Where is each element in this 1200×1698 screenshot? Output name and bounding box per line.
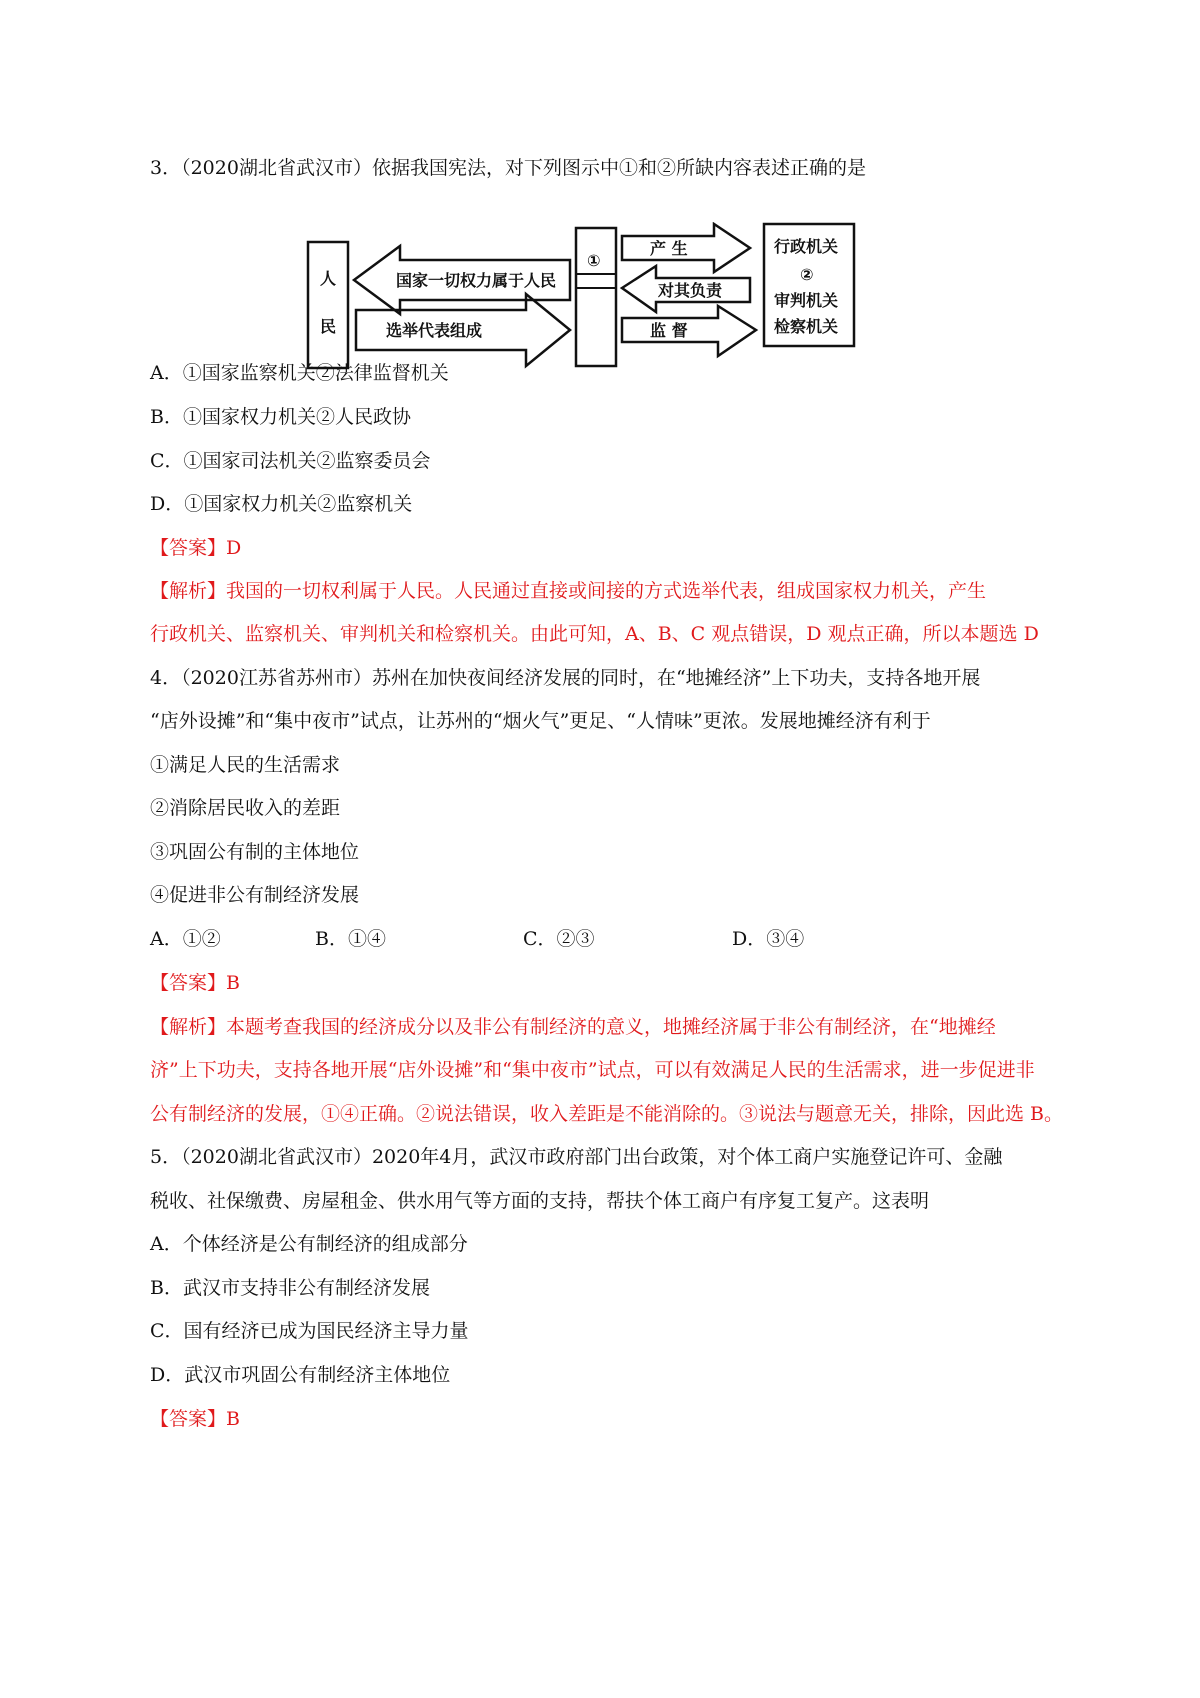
- q4-stem-line-2: “店外设摊”和“集中夜市”试点，让苏州的“烟火气”更足、“人情味”更浓。发展地摊经济有利于: [150, 710, 931, 732]
- q4-item-1: ①满足人民的生活需求: [150, 754, 341, 776]
- q4-analysis-line-2: 济”上下功夫，支持各地开展“店外设摊”和“集中夜市”试点，可以有效满足人民的生活需求，进一步促进非: [150, 1059, 1035, 1081]
- q4-analysis-line-3: 公有制经济的发展，①④正确。②说法错误，收入差距是不能消除的。③说法与题意无关，排除，因此选 B。: [150, 1103, 1064, 1125]
- q4-analysis-line-1: 【解析】本题考查我国的经济成分以及非公有制经济的意义，地摊经济属于非公有制经济，在“地摊经: [150, 1016, 996, 1038]
- q4-option-a: A．①②: [150, 928, 221, 950]
- q5-option-a: A．个体经济是公有制经济的组成部分: [150, 1233, 468, 1255]
- people-box: [308, 242, 348, 368]
- arrow-responsible-label: 对其负责: [658, 281, 723, 300]
- organ-blank: ②: [800, 265, 814, 284]
- q4-item-3: ③巩固公有制的主体地位: [150, 841, 360, 863]
- q5-option-b: B．武汉市支持非公有制经济发展: [150, 1277, 430, 1299]
- q4-answer: 【答案】B: [150, 972, 240, 994]
- arrow-supervise: [622, 306, 756, 356]
- q3-analysis-line-2: 行政机关、监察机关、审判机关和检察机关。由此可知，A、B、C 观点错误，D 观点正确，所以本题选 D: [150, 623, 1039, 645]
- arrow-produce-label: 产 生: [650, 239, 688, 258]
- organ-trial: 审判机关: [774, 291, 839, 310]
- q3-diagram: [300, 222, 930, 370]
- people-label-1: 人: [320, 269, 337, 288]
- q4-option-d: D．③④: [732, 928, 805, 950]
- q3-analysis-line-1: 【解析】我国的一切权利属于人民。人民通过直接或间接的方式选举代表，组成国家权力机关，产生: [150, 580, 987, 602]
- arrow-bottom-label: 选举代表组成: [386, 321, 483, 340]
- arrow-supervise-label: 监 督: [650, 321, 688, 340]
- mid-box: [576, 228, 616, 366]
- q3-stem: 3．（2020湖北省武汉市）依据我国宪法，对下列图示中①和②所缺内容表述正确的是: [150, 157, 866, 179]
- arrow-top-label: 国家一切权力属于人民: [396, 271, 557, 290]
- q3-option-c: C．①国家司法机关②监察委员会: [150, 450, 431, 472]
- q4-option-b: B．①④: [315, 928, 386, 950]
- q5-answer: 【答案】B: [150, 1408, 240, 1430]
- q5-option-d: D．武汉市巩固公有制经济主体地位: [150, 1364, 451, 1386]
- mid-box-label: ①: [587, 251, 601, 270]
- q5-stem-line-1: 5．（2020湖北省武汉市）2020年4月，武汉市政府部门出台政策，对个体工商户实施登记许可、金融: [150, 1146, 1003, 1168]
- q4-option-c: C．②③: [523, 928, 595, 950]
- q4-item-2: ②消除居民收入的差距: [150, 797, 341, 819]
- q4-stem-line-1: 4．（2020江苏省苏州市）苏州在加快夜间经济发展的同时，在“地摊经济”上下功夫，支持各地开展: [150, 667, 981, 689]
- organ-procuratorate: 检察机关: [774, 317, 839, 336]
- q3-answer: 【答案】D: [150, 537, 242, 559]
- q3-diagram-svg: [300, 222, 930, 370]
- q3-option-b: B．①国家权力机关②人民政协: [150, 406, 411, 428]
- organ-admin: 行政机关: [774, 237, 839, 256]
- people-label-2: 民: [320, 317, 337, 336]
- q5-option-c: C．国有经济已成为国民经济主导力量: [150, 1320, 469, 1342]
- q5-stem-line-2: 税收、社保缴费、房屋租金、供水用气等方面的支持，帮扶个体工商户有序复工复产。这表明: [150, 1190, 930, 1212]
- q3-option-a: A．①国家监察机关②法律监督机关: [150, 362, 449, 384]
- q4-item-4: ④促进非公有制经济发展: [150, 884, 360, 906]
- q3-option-d: D．①国家权力机关②监察机关: [150, 493, 413, 515]
